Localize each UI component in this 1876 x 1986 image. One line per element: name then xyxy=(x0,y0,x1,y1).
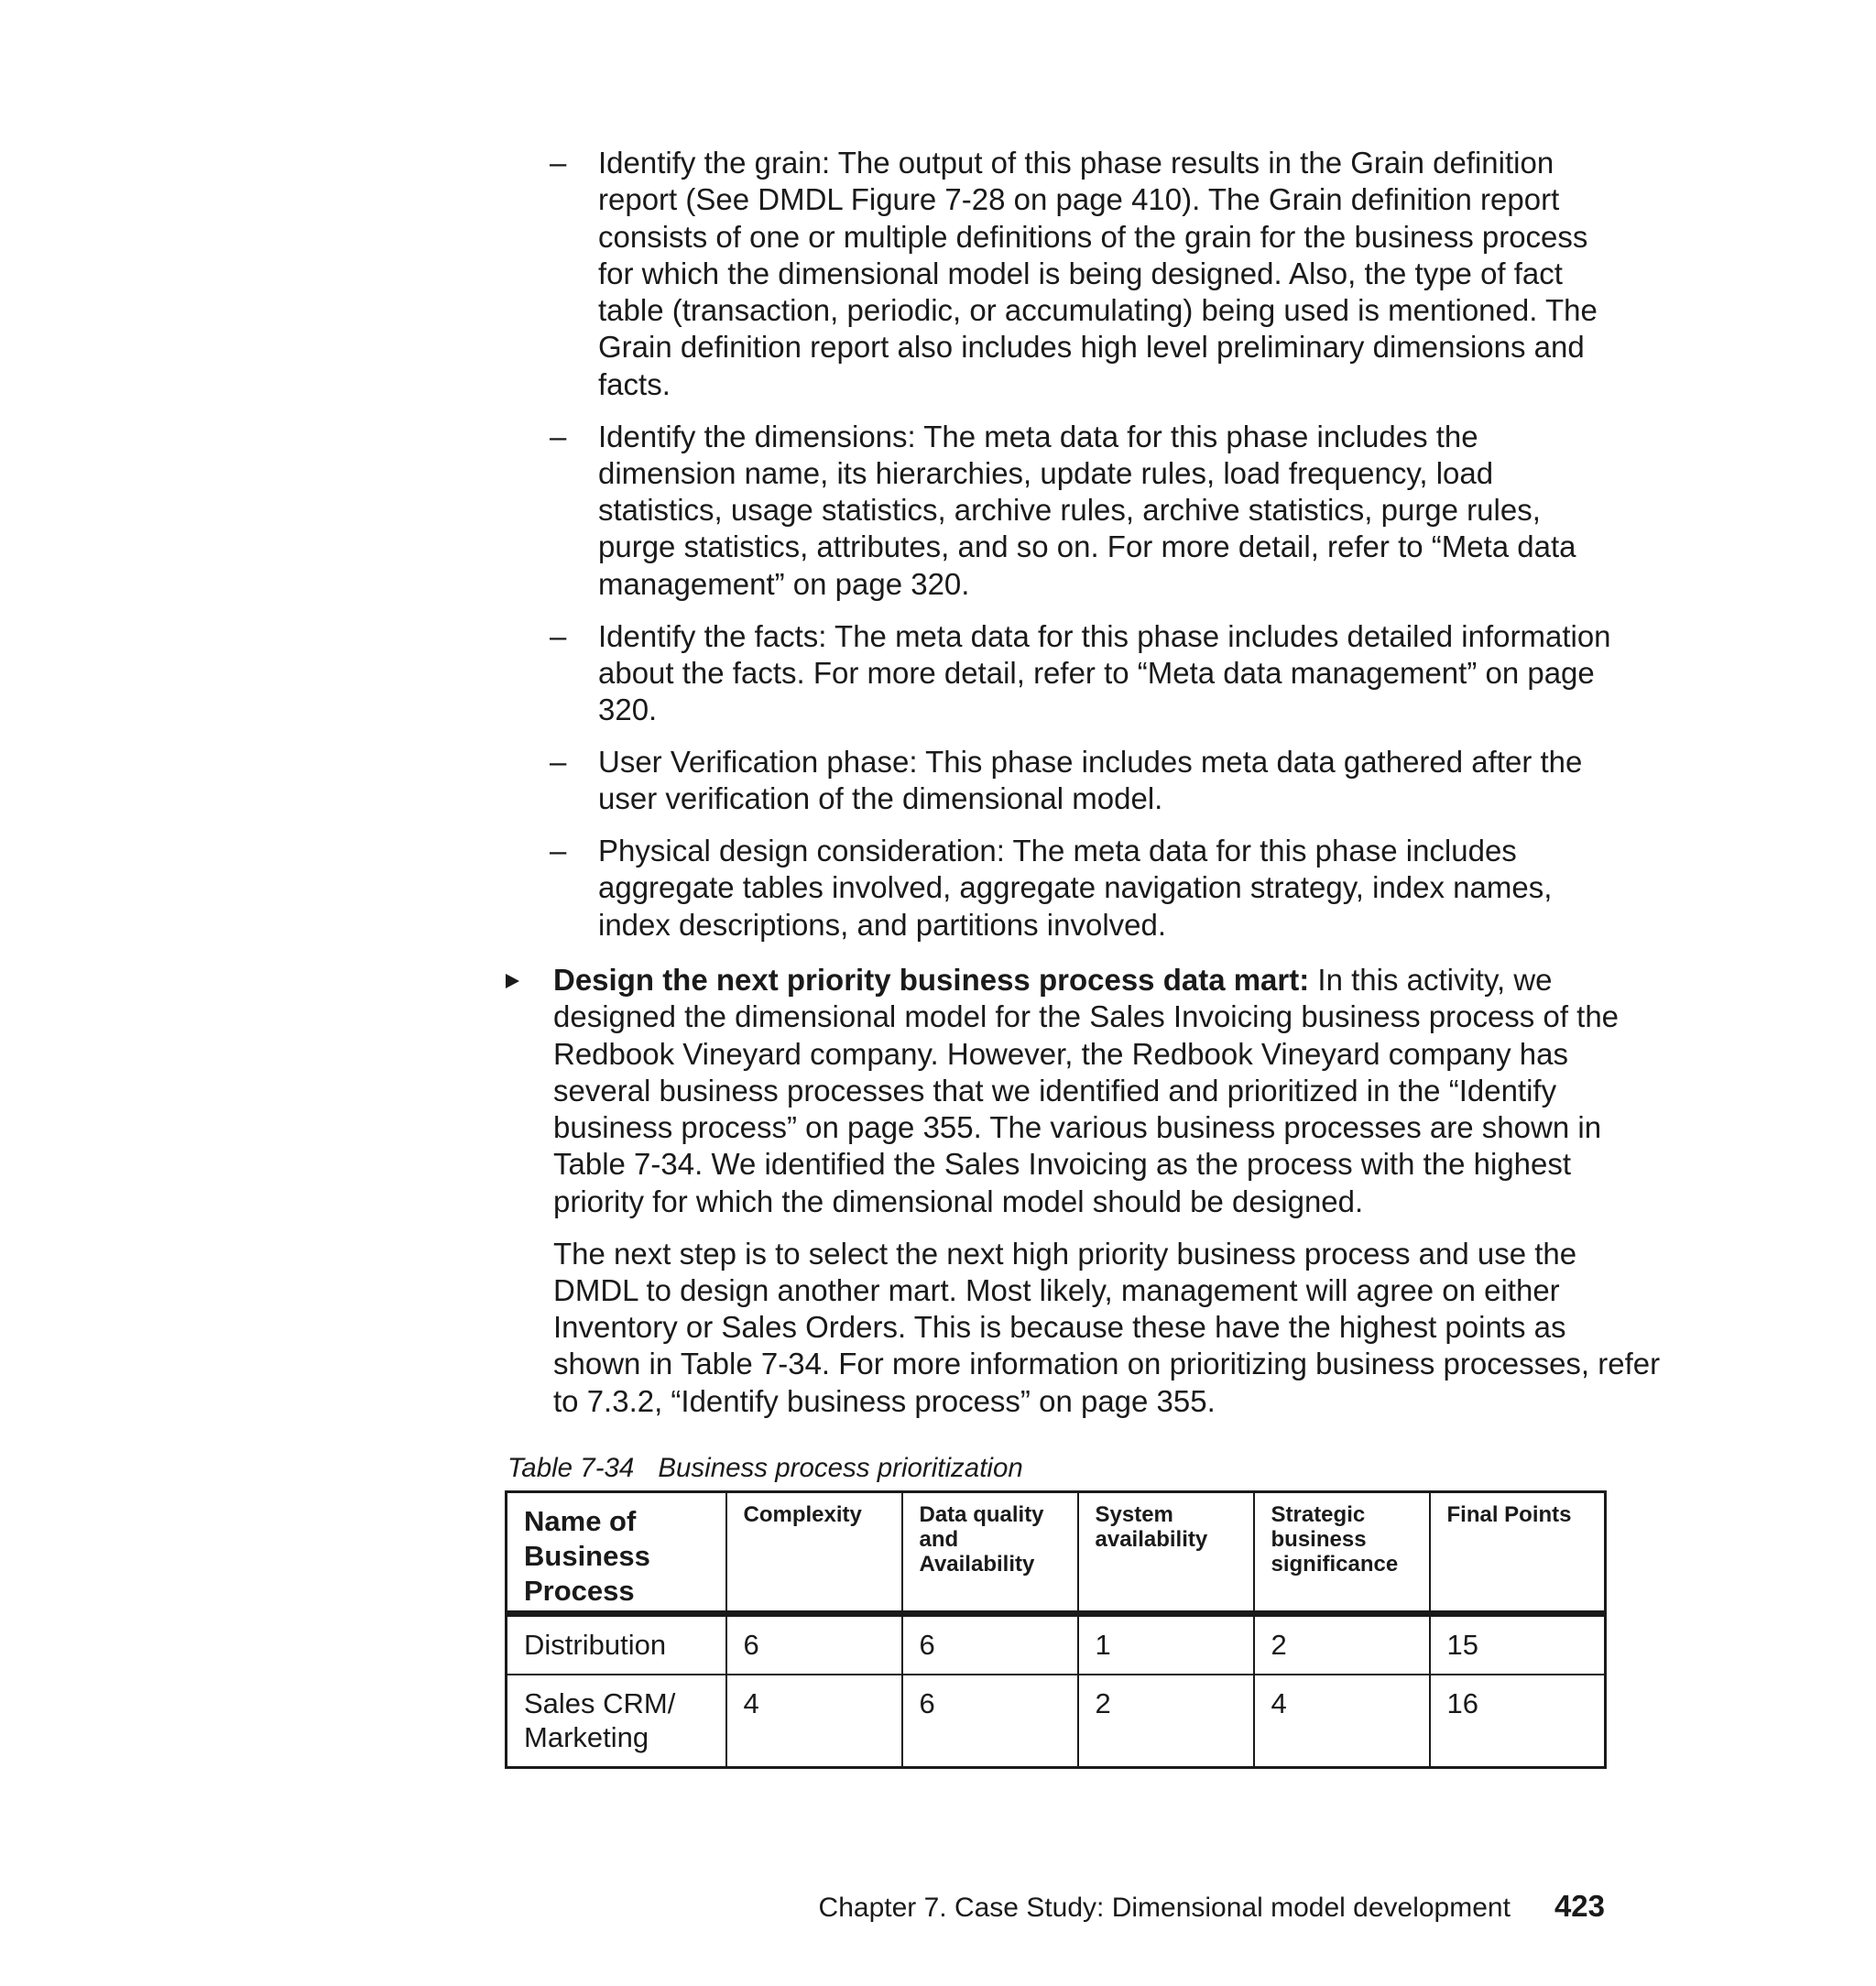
dash-marker: – xyxy=(550,744,567,779)
table-caption-title: Business process prioritization xyxy=(658,1453,1023,1483)
triangle-bullet-icon xyxy=(506,974,519,988)
table-cell: 4 xyxy=(726,1675,902,1768)
table-cell: 15 xyxy=(1430,1614,1606,1675)
table-caption xyxy=(507,1452,1023,1485)
table-cell: 16 xyxy=(1430,1675,1606,1768)
dash-marker: – xyxy=(550,419,567,453)
column-header: Complexity xyxy=(726,1492,902,1614)
table-cell: 2 xyxy=(1078,1675,1254,1768)
main-bullet-paragraph-1 xyxy=(553,962,1662,1220)
column-header: Final Points xyxy=(1430,1492,1606,1614)
table-cell: Distribution xyxy=(507,1614,726,1675)
table-cell: 2 xyxy=(1254,1614,1430,1675)
footer-chapter-title: Chapter 7. Case Study: Dimensional model development xyxy=(818,1893,1511,1923)
table-cell: 1 xyxy=(1078,1614,1254,1675)
table-cell: 6 xyxy=(902,1614,1078,1675)
table-cell: Sales CRM/ Marketing xyxy=(507,1675,726,1768)
table-cell: 4 xyxy=(1254,1675,1430,1768)
dash-marker: – xyxy=(550,146,567,180)
dash-marker: – xyxy=(550,618,567,653)
column-header: Strategic business significance xyxy=(1254,1492,1430,1614)
page-number: 423 xyxy=(1554,1889,1605,1923)
main-bullet-design-next-mart xyxy=(506,962,1662,1435)
page-footer xyxy=(0,1890,1605,1925)
business-process-prioritization-table xyxy=(505,1490,1607,1769)
sub-item-text: Identify the dimensions: The meta data for this phase includes the dimension name, its hierarchies, update rules, load frequency, load statistics, usage statistics, archive rules, archive statistics, purge rules, purge statistics, attributes, and so on. For more detail, refer to “Meta data management” on page 320. xyxy=(598,419,1576,601)
sub-item-text: Identify the grain: The output of this phase results in the Grain definition report (See DMDL Figure 7-28 on page 410). The Grain definition report consists of one or multiple definitions of the grain for the business process for which the dimensional model is being designed. Also, the type of fact table (transaction, periodic, or accumulating) being used is mentioned. The Grain definition report also includes high level preliminary dimensions and facts. xyxy=(598,146,1598,401)
sub-item-text: Identify the facts: The meta data for this phase includes detailed information about the facts. For more detail, refer to “Meta data management” on page 320. xyxy=(598,618,1611,727)
sub-item-user-verification xyxy=(550,744,1612,818)
table-caption-number: Table 7-34 xyxy=(507,1453,635,1483)
main-bullet-lead: Design the next priority business process data mart: xyxy=(553,963,1310,997)
sub-item-identify-facts xyxy=(550,618,1612,729)
table-row xyxy=(507,1675,1606,1768)
table-cell: 6 xyxy=(726,1614,902,1675)
sub-item-text: User Verification phase: This phase includes meta data gathered after the user verification of the dimensional model. xyxy=(598,744,1583,816)
table-row xyxy=(507,1614,1606,1675)
main-bullet-text: In this activity, we designed the dimensional model for the Sales Invoicing business process of the Redbook Vineyard company. However, the Redbook Vineyard company has several business processes that we identified and prioritized in the “Identify business process” on page 355. The various business processes are shown in Table 7-34. We identified the Sales Invoicing as the process with the highest priority for which the dimensional model should be designed. xyxy=(553,963,1620,1218)
sub-item-physical-design xyxy=(550,833,1612,944)
sub-item-identify-dimensions xyxy=(550,419,1612,603)
dash-marker: – xyxy=(550,834,567,868)
column-header: Name of Business Process xyxy=(507,1492,726,1614)
main-bullet-paragraph-2: The next step is to select the next high priority business process and use the DMDL to design another mart. Most likely, management will agree on either Inventory or Sales Orders. This is because these have the highest points as shown in Table 7-34. For more information on prioritizing business processes, refer to 7.3.2, “Identify business process” on page 355. xyxy=(553,1236,1661,1418)
column-header: Data quality and Availability xyxy=(902,1492,1078,1614)
sub-bullet-list xyxy=(550,145,1612,958)
sub-item-identify-grain xyxy=(550,145,1612,403)
table-cell: 6 xyxy=(902,1675,1078,1768)
sub-item-text: Physical design consideration: The meta data for this phase includes aggregate tables involved, aggregate navigation strategy, index names, index descriptions, and partitions involved. xyxy=(598,834,1553,942)
column-header: System availability xyxy=(1078,1492,1254,1614)
table-header-row xyxy=(507,1492,1606,1614)
